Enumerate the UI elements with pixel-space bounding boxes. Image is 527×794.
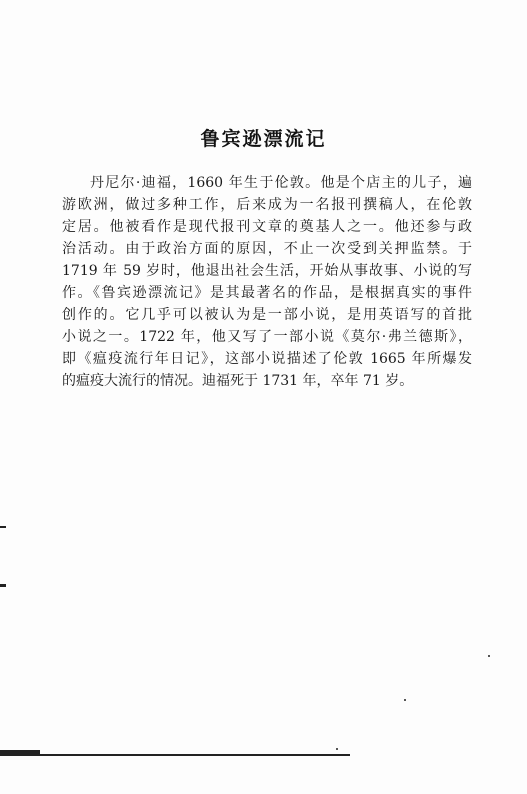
body-paragraph [62,172,472,392]
text-line: 定居。他被看作是现代报刊文章的奠基人之一。他还参与政 [62,219,472,235]
text-line: 1719 年 59 岁时，他退出社会生活，开始从事故事、小说的写 [62,263,472,279]
text-line: 游欧洲，做过多种工作，后来成为一名报刊撰稿人，在伦敦 [62,197,472,213]
scan-speck [488,655,490,657]
text-line: 小说之一。1722 年，他又写了一部小说《莫尔·弗兰德斯》， [62,329,472,345]
scan-edge-mark [0,584,6,587]
text-line: 创作的。它几乎可以被认为是一部小说，是用英语写的首批 [62,307,472,323]
page-title: 鲁宾逊漂流记 [200,128,327,150]
scan-edge-mark [0,526,6,528]
text-line: 丹尼尔·迪福，1660 年生于伦敦。他是个店主的儿子，遍 [90,175,472,191]
scan-speck [336,748,338,750]
text-line: 作。《鲁宾逊漂流记》是其最著名的作品，是根据真实的事件 [62,285,472,301]
text-line: 的瘟疫大流行的情况。迪福死于 1731 年，卒年 71 岁。 [62,373,414,389]
text-line: 治活动。由于政治方面的原因，不止一次受到关押监禁。于 [62,241,472,257]
scan-bottom-rule [0,754,350,756]
text-line: 即《瘟疫流行年日记》，这部小说描述了伦敦 1665 年所爆发 [62,351,472,367]
scan-speck [404,699,406,701]
